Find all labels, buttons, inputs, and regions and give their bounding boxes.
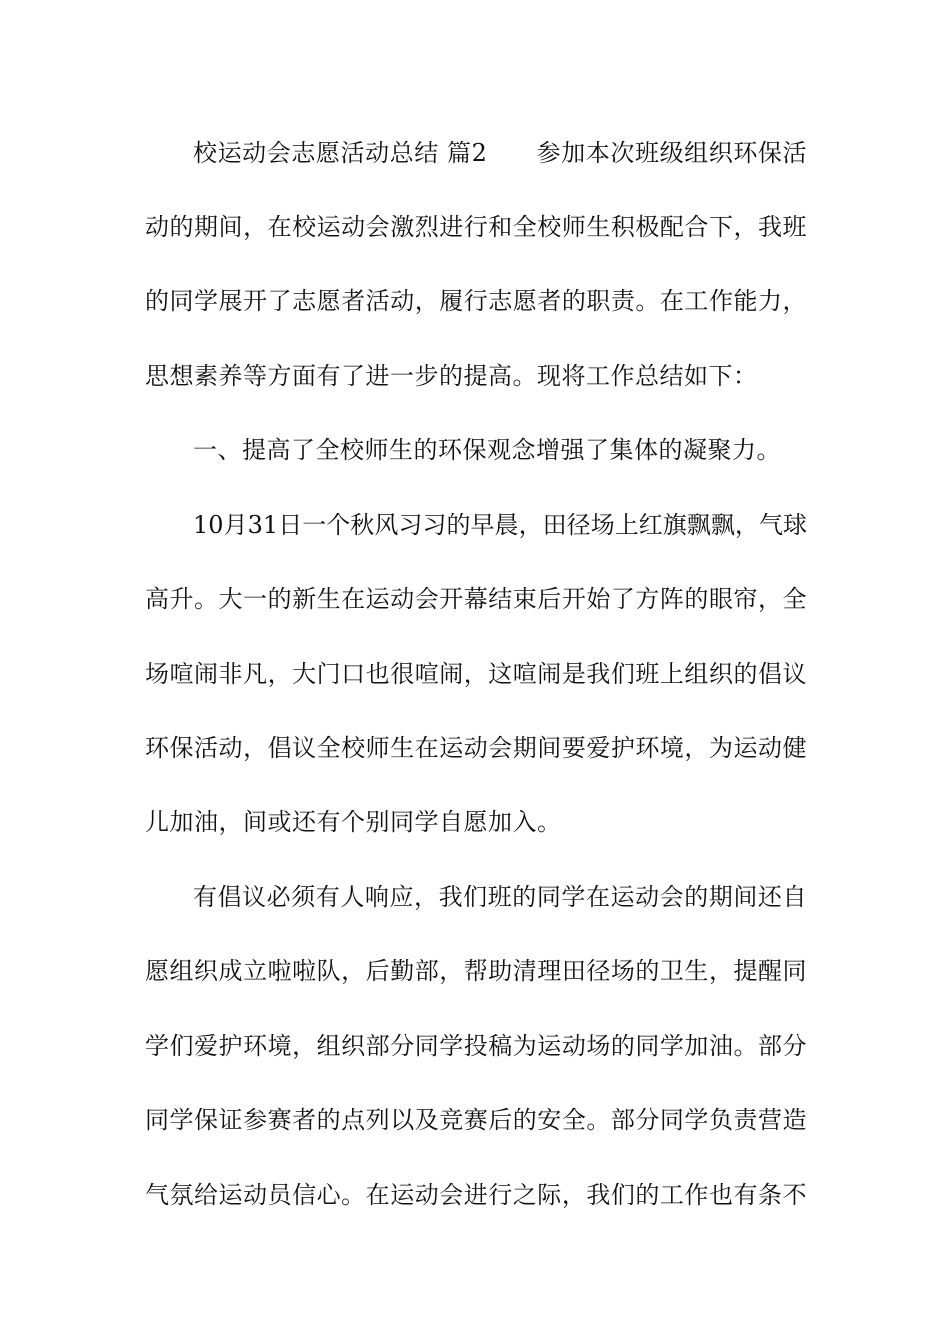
text-line: 10月31日一个秋风习习的早晨，田径场上红旗飘飘，气球 xyxy=(193,511,807,539)
text-line: 思想素养等方面有了进一步的提高。现将工作总结如下： xyxy=(145,362,758,390)
text-line: 的同学展开了志愿者活动，履行志愿者的职责。在工作能力， xyxy=(145,287,807,315)
text-line: 动的期间，在校运动会激烈进行和全校师生积极配合下，我班 xyxy=(145,213,807,241)
text-line: 环保活动，倡议全校师生在运动会期间要爱护环境，为运动健 xyxy=(145,734,807,762)
text-line: 气氛给运动员信心。在运动会进行之际，我们的工作也有条不 xyxy=(145,1181,807,1209)
text-line: 愿组织成立啦啦队，后勤部，帮助清理田径场的卫生，提醒同 xyxy=(145,957,807,985)
text-line: 高升。大一的新生在运动会开幕结束后开始了方阵的眼帘，全 xyxy=(145,585,807,613)
text-line: 校运动会志愿活动总结 篇2 参加本次班级组织环保活 xyxy=(193,139,807,167)
text-line: 一、提高了全校师生的环保观念增强了集体的凝聚力。 xyxy=(193,436,781,464)
text-line: 有倡议必须有人响应，我们班的同学在运动会的期间还自 xyxy=(193,883,807,911)
text-line: 场喧闹非凡，大门口也很喧闹，这喧闹是我们班上组织的倡议 xyxy=(145,660,807,688)
text-line: 学们爱护环境，组织部分同学投稿为运动场的同学加油。部分 xyxy=(145,1032,807,1060)
text-line: 同学保证参赛者的点列以及竞赛后的安全。部分同学负责营造 xyxy=(145,1106,807,1134)
text-line: 儿加油，间或还有个别同学自愿加入。 xyxy=(145,808,562,836)
